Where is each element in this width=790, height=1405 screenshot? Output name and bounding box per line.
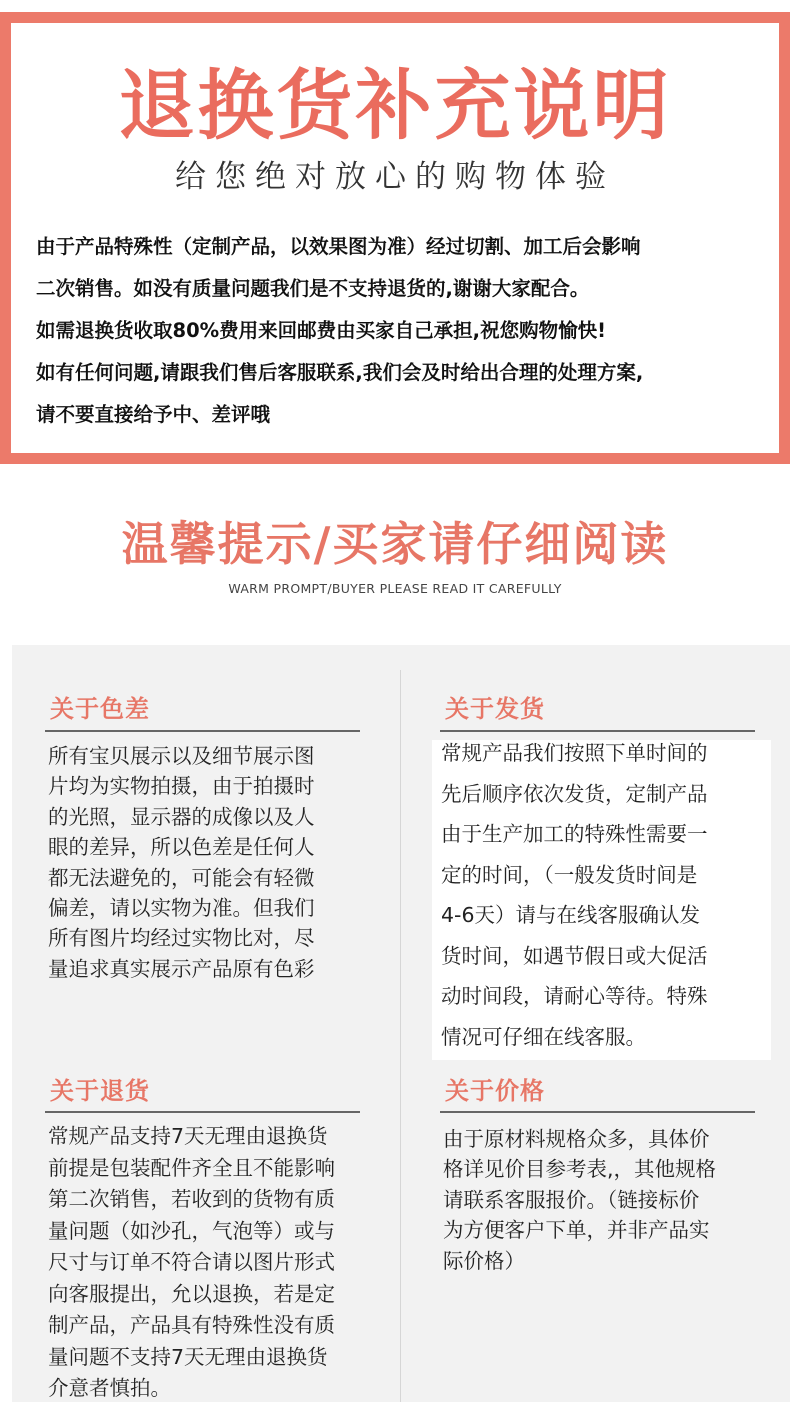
warm-prompt-title: 温馨提示/买家请仔细阅读 xyxy=(121,517,669,571)
section-line: 介意者慎拍。 xyxy=(48,1376,171,1400)
section-line: 定的时间，（一般发货时间是 xyxy=(441,862,698,887)
section-line: 由于生产加工的特殊性需要一 xyxy=(441,822,708,846)
section-body-returns xyxy=(48,1121,335,1405)
section-body-price xyxy=(443,1124,716,1276)
notice-line: 如需退换货收取80%费用来回邮费由买家自己承担,祝您购物愉快! xyxy=(36,319,606,342)
notice-line: 如有任何问题,请跟我们售后客服联系,我们会及时给出合理的处理方案, xyxy=(36,361,644,384)
section-line: 先后顺序依次发货，定制产品 xyxy=(441,781,708,806)
section-body-color xyxy=(48,741,315,984)
section-line: 片均为实物拍摄，由于拍摄时 xyxy=(48,774,315,799)
section-line: 常规产品支持7天无理由退换货 xyxy=(48,1124,328,1148)
notice-line: 请不要直接给予中、差评哦 xyxy=(36,403,271,426)
section-line: 货时间，如遇节假日或大促活 xyxy=(441,943,708,968)
section-line: 偏差，请以实物为准。但我们 xyxy=(48,895,315,920)
section-line: 量追求真实展示产品原有色彩 xyxy=(48,956,315,981)
section-line: 请联系客服报价。（链接标价 xyxy=(443,1187,700,1212)
notice-body xyxy=(36,226,781,436)
section-line: 为方便客户下单，并非产品实 xyxy=(443,1218,710,1243)
section-line: 格详见价目参考表,，其他规格 xyxy=(443,1157,717,1182)
section-line: 量问题（如沙孔，气泡等）或与 xyxy=(48,1218,335,1243)
section-title-price: 关于价格 xyxy=(445,1077,545,1105)
section-line: 所有宝贝展示以及细节展示图 xyxy=(48,744,315,768)
return-policy-notice xyxy=(0,12,790,464)
section-line: 制产品，产品具有特殊性没有质 xyxy=(48,1313,335,1337)
section-line: 4-6天）请与在线客服确认发 xyxy=(441,903,700,927)
section-divider xyxy=(45,730,360,732)
section-divider xyxy=(440,730,755,732)
section-divider xyxy=(440,1111,755,1113)
section-line: 尺寸与订单不符合请以图片形式 xyxy=(48,1250,335,1274)
warm-prompt-subtitle: WARM PROMPT/BUYER PLEASE READ IT CAREFULLY xyxy=(228,581,562,596)
section-line: 动时间段，请耐心等待。特殊 xyxy=(441,984,708,1008)
section-line: 常规产品我们按照下单时间的 xyxy=(441,741,708,765)
section-line: 由于原材料规格众多，具体价 xyxy=(443,1127,710,1151)
section-line: 眼的差异，所以色差是任何人 xyxy=(48,835,315,860)
section-line: 前提是包装配件齐全且不能影响 xyxy=(48,1155,335,1180)
section-line: 第二次销售，若收到的货物有质 xyxy=(48,1187,335,1211)
notice-line: 二次销售。如没有质量问题我们是不支持退货的,谢谢大家配合。 xyxy=(36,277,590,300)
section-title-shipping: 关于发货 xyxy=(445,695,545,723)
section-line: 际价格） xyxy=(443,1248,525,1273)
section-body-shipping xyxy=(441,733,708,1057)
panel-divider xyxy=(400,670,401,1402)
section-title-color: 关于色差 xyxy=(50,695,150,723)
section-line: 量问题不支持7天无理由退换货 xyxy=(48,1344,328,1369)
section-line: 所有图片均经过实物比对，尽 xyxy=(48,926,315,951)
section-line: 都无法避免的，可能会有轻微 xyxy=(48,865,315,890)
section-line: 的光照，显示器的成像以及人 xyxy=(48,804,315,829)
notice-line: 由于产品特殊性（定制产品，以效果图为准）经过切割、加工后会影响 xyxy=(36,235,641,258)
section-line: 向客服提出，允以退换，若是定 xyxy=(48,1281,335,1306)
section-divider xyxy=(45,1111,360,1113)
section-title-returns: 关于退货 xyxy=(50,1077,150,1105)
notice-subtitle: 给您绝对放心的购物体验 xyxy=(175,159,615,195)
section-line: 情况可仔细在线客服。 xyxy=(441,1024,646,1049)
notice-title: 退换货补充说明 xyxy=(118,61,672,150)
